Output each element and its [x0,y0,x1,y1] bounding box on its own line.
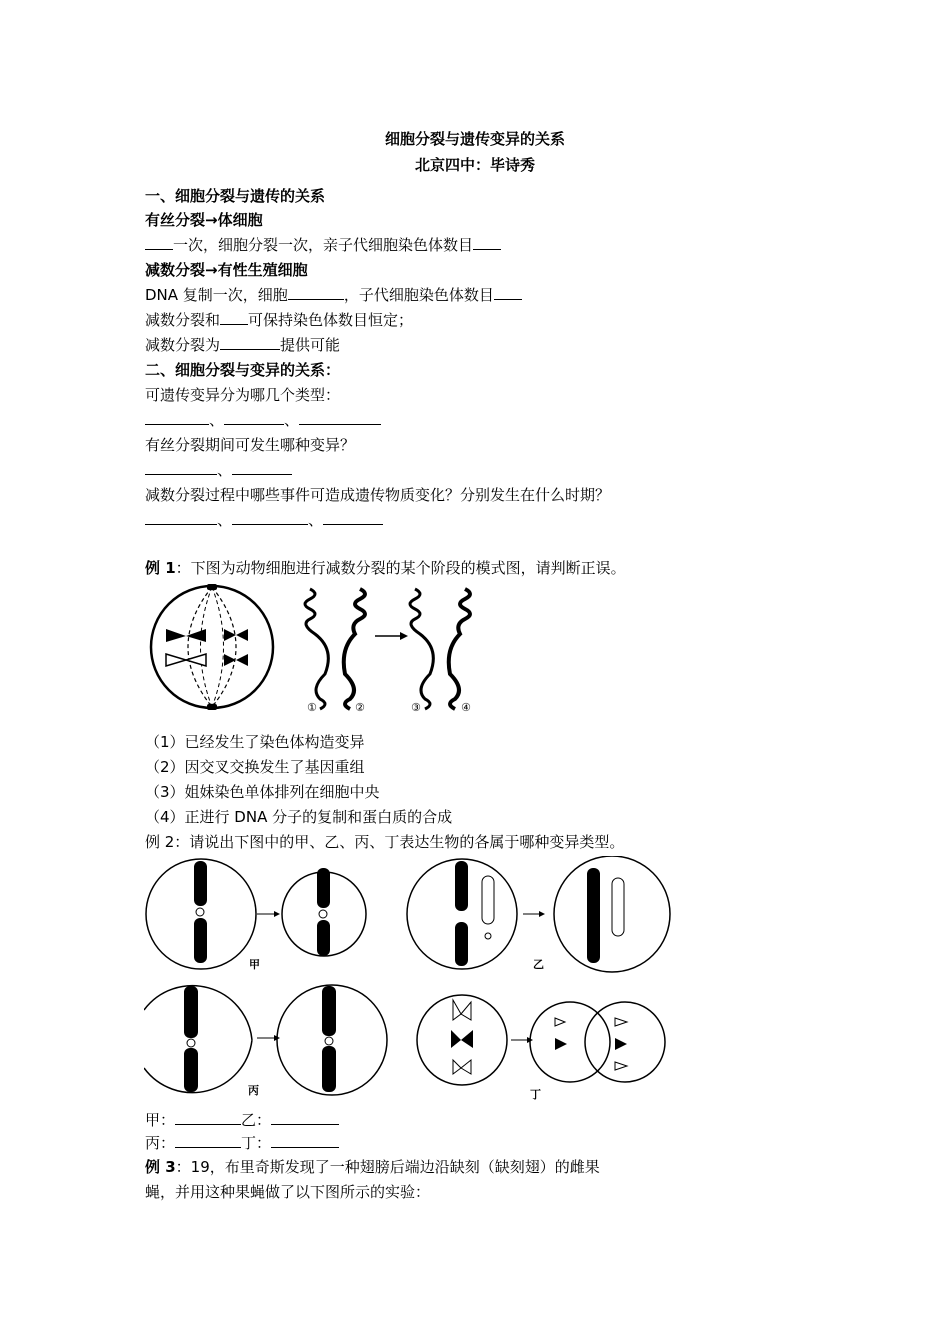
panel-jia-figure [144,856,394,974]
blank [299,410,381,425]
blank [175,1110,241,1125]
blank [145,510,217,525]
question-3: 减数分裂过程中哪些事件可造成遗传物质变化？分别发生在什么时期？ [145,486,611,504]
section-1-heading: 一、细胞分裂与遗传的关系 [145,187,326,205]
mitosis-heading: 有丝分裂→体细胞 [145,211,263,229]
section-2-heading: 二、细胞分裂与变异的关系： [145,361,341,379]
blank [232,510,308,525]
meiosis-text: DNA 复制一次，细胞 [145,286,288,304]
blank [145,235,173,250]
separator: 、 [217,511,233,529]
meiosis-heading: 减数分裂→有性生殖细胞 [145,261,308,279]
blank [473,235,501,250]
example-1-text [145,558,626,578]
meiosis-text: 提供可能 [280,336,341,354]
example-1-option: （2）因交叉交换发生了基因重组 [145,758,365,776]
blank [271,1133,339,1148]
example-3-question: ：19，布里奇斯发现了一种翅膀后端边沿缺刻（缺刻翅）的雌果 [175,1158,600,1176]
blank [224,410,284,425]
answer-label: 丁： [241,1134,272,1152]
blank [145,460,217,475]
separator: 、 [217,461,233,479]
blank [220,335,280,350]
crossing-over-figure [290,584,490,716]
panel-ding-figure [415,990,677,1102]
separator: 、 [308,511,324,529]
blank [323,510,383,525]
meiosis-line-3 [145,335,340,355]
answer-label: 乙： [241,1111,272,1129]
panel-label: 丁 [530,1088,541,1101]
example-1-option: （3）姐妹染色单体排列在细胞中央 [145,783,380,801]
panel-label: 乙 [533,958,544,971]
figure-number: ① [307,701,317,714]
example-3-text-2: 蝇，并用这种果蝇做了以下图所示的实验： [145,1183,431,1201]
meiosis-text: 可保持染色体数目恒定； [248,311,414,329]
figure-number: ④ [461,701,471,714]
example-1-option: （1）已经发生了染色体构造变异 [145,733,365,751]
meiosis-line-2 [145,310,413,330]
mitosis-line [145,235,501,255]
blank [220,310,248,325]
panel-label: 甲 [249,958,260,971]
example-2-text: 例 2：请说出下图中的甲、乙、丙、丁表达生物的各属于哪种变异类型。 [145,833,625,851]
panel-yi-figure [405,856,677,974]
blank [271,1110,339,1125]
question-2: 有丝分裂期间可发生哪种变异？ [145,436,356,454]
example-3-label: 例 3 [145,1158,176,1176]
blank [145,410,209,425]
blank [288,285,344,300]
figure-number: ② [355,701,365,714]
meiosis-text: 减数分裂和 [145,311,221,329]
blank [494,285,522,300]
panel-label: 丙 [248,1084,259,1097]
question-3-blanks [145,510,383,530]
question-1: 可遗传变异分为哪几个类型： [145,386,341,404]
meiosis-text: ，子代细胞染色体数目 [343,286,494,304]
example-1-option: （4）正进行 DNA 分子的复制和蛋白质的合成 [145,808,453,826]
answer-label: 丙： [145,1134,176,1152]
example-2-answers-row-2 [145,1133,339,1153]
example-2-answers-row-1 [145,1110,339,1130]
question-2-blanks [145,460,292,480]
blank [175,1133,241,1148]
example-3-text [145,1157,600,1177]
mitosis-text: 一次，细胞分裂一次，亲子代细胞染色体数目 [173,236,474,254]
separator: 、 [284,411,300,429]
meiosis-text: 减数分裂为 [145,336,221,354]
figure-number: ③ [411,701,421,714]
example-1-question: ：下图为动物细胞进行减数分裂的某个阶段的模式图，请判断正误。 [175,559,626,577]
page-subtitle: 北京四中：毕诗秀 [414,156,535,174]
page-title: 细胞分裂与遗传变异的关系 [384,130,565,148]
meiosis-cell-figure [144,584,284,714]
answer-label: 甲： [145,1111,176,1129]
question-1-blanks [145,410,381,430]
panel-bing-figure [144,980,394,1100]
meiosis-line-1 [145,285,522,305]
blank [232,460,292,475]
example-1-label: 例 1 [145,559,176,577]
separator: 、 [209,411,225,429]
